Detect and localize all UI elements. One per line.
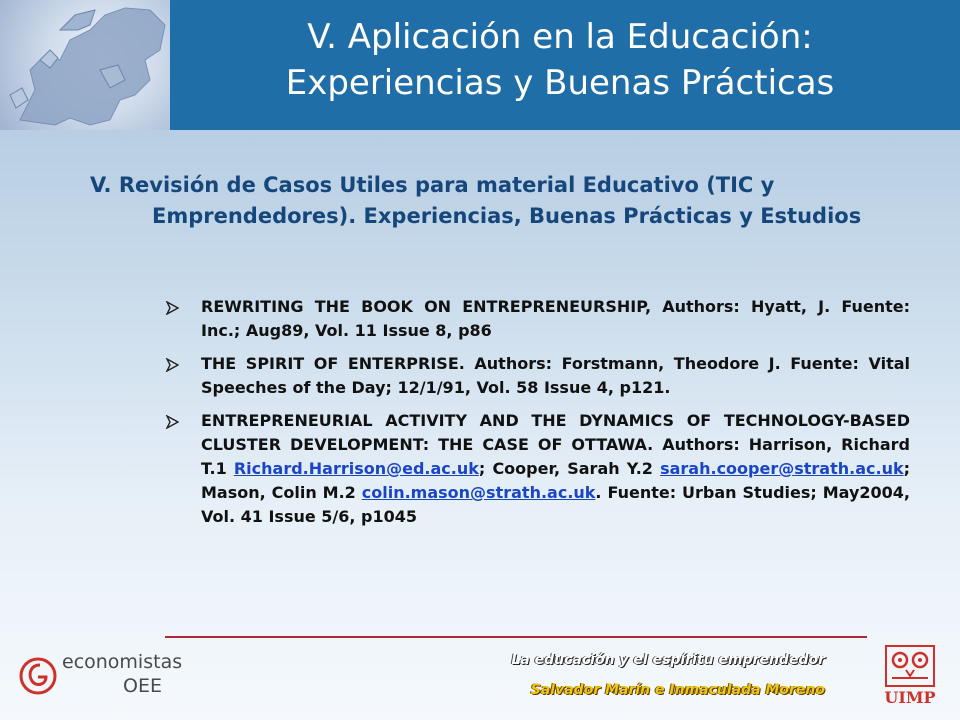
list-item <box>165 295 910 343</box>
footer-divider <box>165 636 867 638</box>
europe-map-icon <box>0 0 170 130</box>
reference-list <box>165 295 910 538</box>
section-heading <box>90 170 890 232</box>
arrow-bullet-icon <box>165 358 179 372</box>
arrow-bullet-icon <box>165 415 179 429</box>
email-link-harrison[interactable]: Richard.Harrison@ed.ac.uk <box>233 459 479 478</box>
reference-text: . Fuente: Urban Studies; May2004, Vol. 41 Issue 5/6, p1045 <box>201 483 910 526</box>
list-item <box>165 352 910 400</box>
reference-text: ENTREPRENEURIAL ACTIVITY AND THE DYNAMICS OF TECHNOLOGY-BASED CLUSTER DEVELOPMENT: THE CASE OF OTTAWA. Authors: Harrison, Richard T.1 <box>201 411 910 478</box>
footer-subtitle: La educación y el espíritu emprendedor <box>511 652 825 668</box>
email-link-mason[interactable]: colin.mason@strath.ac.uk <box>361 483 596 502</box>
title-line-2: Experiencias y Buenas Prácticas <box>285 63 835 103</box>
logo-line-oee: OEE <box>123 675 162 697</box>
arrow-bullet-icon <box>165 301 179 315</box>
footer-authors: Salvador Marín e Inmaculada Moreno <box>530 682 825 698</box>
section-number: V. <box>90 173 112 197</box>
section-heading-text: Revisión de Casos Utiles para material Educativo (TIC y Emprendedores). Experiencias, Buenas Prácticas y Estudios <box>118 173 862 228</box>
reference-text: ; Cooper, Sarah Y.2 <box>478 459 661 478</box>
title-banner <box>0 0 960 130</box>
reference-text: THE SPIRIT OF ENTERPRISE. Authors: Forstmann, Theodore J. Fuente: Vital Speeches of the Day; 12/1/91, Vol. 58 Issue 4, p121. <box>201 354 910 397</box>
email-link-cooper[interactable]: sarah.cooper@strath.ac.uk <box>660 459 904 478</box>
reference-text: ; Mason, Colin M.2 <box>201 459 911 502</box>
europe-map-image <box>0 0 170 130</box>
title-line-1: V. Aplicación en la Educación: <box>307 17 813 57</box>
page-title <box>205 14 915 106</box>
uimp-logo-text: UIMP <box>884 688 936 707</box>
economistas-logo-text <box>62 650 182 698</box>
list-item <box>165 409 910 529</box>
logo-line-economistas: economistas <box>62 651 183 673</box>
reference-text: REWRITING THE BOOK ON ENTREPRENEURSHIP, Authors: Hyatt, J. Fuente: Inc.; Aug89, Vol. 11 Issue 8, p86 <box>201 297 910 340</box>
